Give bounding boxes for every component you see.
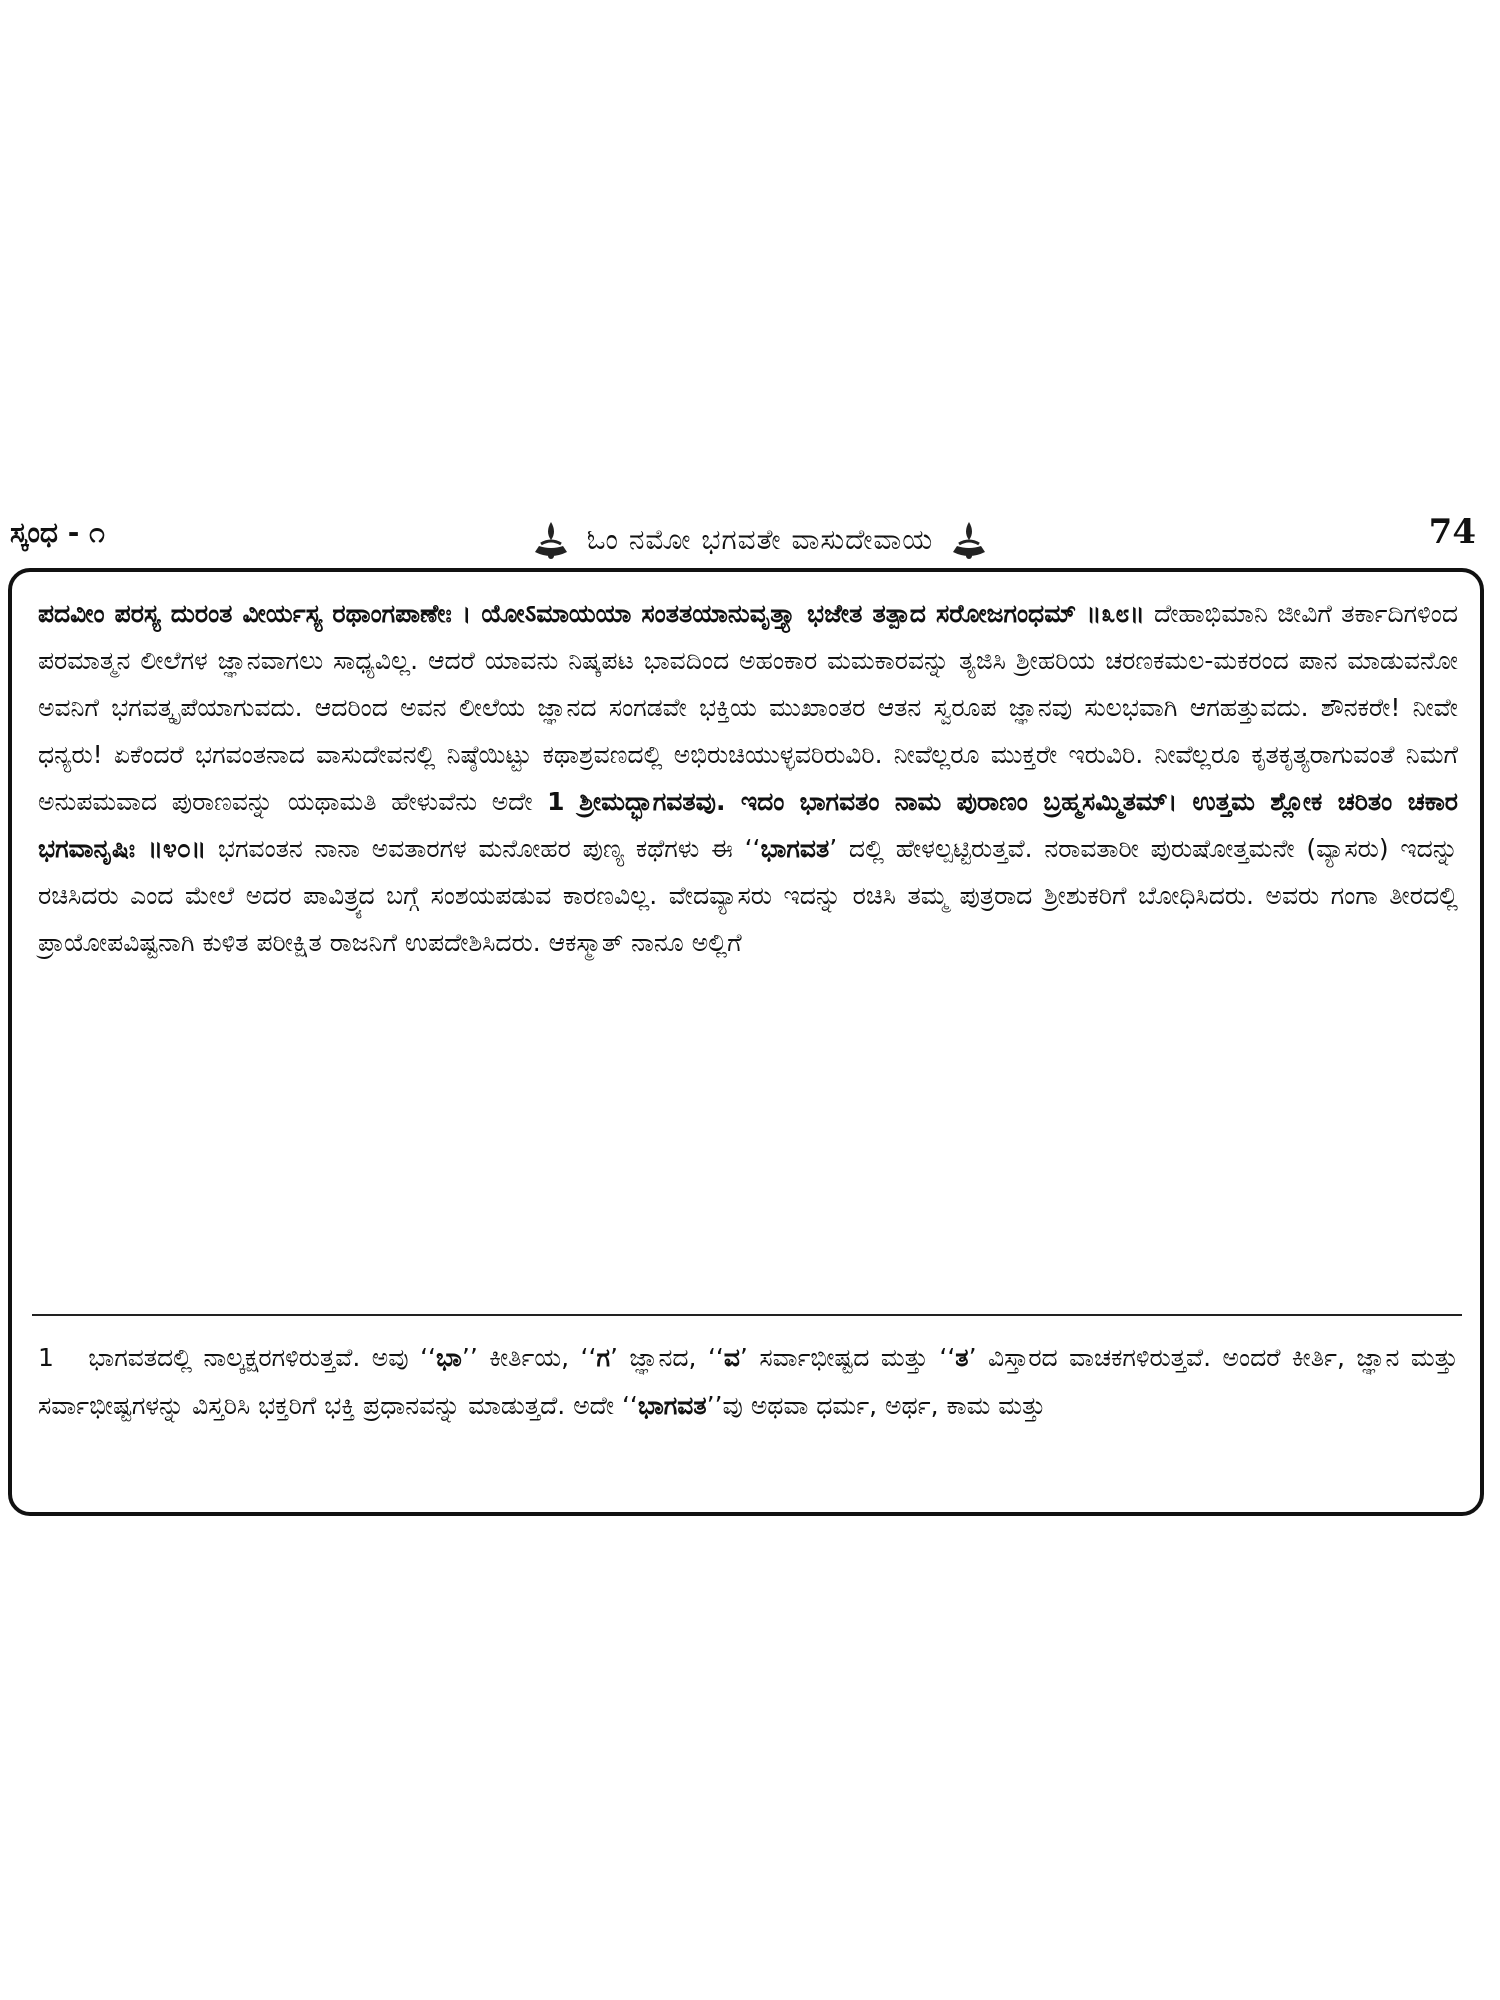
running-title — [410, 518, 1110, 562]
body-paragraph — [38, 590, 1458, 966]
footnote-segment: ಭಾಗವತದಲ್ಲಿ ನಾಲ್ಕಕ್ಷರಗಳಿರುತ್ತವೆ. ಅವು ‘‘ — [88, 1343, 436, 1372]
commentary-text: ’ ದಲ್ಲಿ ಹೇಳಲ್ಪಟ್ಟಿರುತ್ತವೆ. ನರಾವತಾರೀ ಪುರುಷೋತ್ತಮನೇ (ವ್ಯಾಸರು) ಇದನ್ನು ರಚಿಸಿದರು ಎಂದ ಮೇಲೆ ಅದರ ಪಾವಿತ್ರ್ಯದ ಬಗ್ಗೆ ಸಂಶಯಪಡುವ ಕಾರಣವಿಲ್ಲ. ವೇದವ್ಯಾಸರು ಇದನ್ನು ರಚಿಸಿ ತಮ್ಮ ಪುತ್ರರಾದ ಶ್ರೀಶುಕರಿಗೆ ಬೋಧಿಸಿದರು. ಅವರು ಗಂಗಾ ತೀರದಲ್ಲಿ ಪ್ರಾಯೋಪವಿಷ್ಟನಾಗಿ ಕುಳಿತ ಪರೀಕ್ಷಿತ ರಾಜನಿಗೆ ಉಪದೇಶಿಸಿದರು. ಆಕಸ್ಮಾತ್ ನಾನೂ ಅಲ್ಲಿಗೆ — [38, 834, 1458, 957]
footnote-divider — [32, 1314, 1462, 1316]
letter-va: ವ — [723, 1343, 740, 1372]
letter-ta: ತ — [955, 1343, 969, 1372]
footnote-segment: ’ ಜ್ಞಾನದ, ‘‘ — [609, 1343, 724, 1372]
footnote-text — [38, 1334, 1458, 1430]
footnote-reference: 1 — [547, 787, 565, 816]
footnote — [38, 1334, 1458, 1430]
main-text — [38, 590, 1458, 966]
bhagavata-term: ಭಾಗವತ — [637, 1391, 707, 1420]
sanskrit-verse-40: ಶ್ರೀಮದ್ಭಾಗವತವು. ಇದಂ ಭಾಗವತಂ ನಾಮ ಪುರಾಣಂ ಬ್ರಹ್ಮಸಮ್ಮಿತಮ್। ಉತ್ತಮ ಶ್ಲೋಕ ಚರಿತಂ ಚಕಾರ ಭಗವಾನೃಷಿಃ ॥೪೦॥ — [38, 787, 1458, 863]
lamp-ornament-icon — [947, 518, 991, 562]
footnote-segment: ’’ವು ಅಥವಾ ಧರ್ಮ, ಅರ್ಥ, ಕಾಮ ಮತ್ತು — [706, 1391, 1046, 1420]
bhagavata-term: ಭಾಗವತ — [760, 834, 830, 863]
running-title-text: ಓಂ ನಮೋ ಭಗವತೇ ವಾಸುದೇವಾಯ — [586, 523, 934, 556]
letter-ga: ಗ — [596, 1343, 610, 1372]
footnote-number: 1 — [38, 1343, 54, 1372]
commentary-paragraph: ದೇಹಾಭಿಮಾನಿ ಜೀವಿಗೆ ತರ್ಕಾದಿಗಳಿಂದ ಪರಮಾತ್ಮನ ಲೀಲೆಗಳ ಜ್ಞಾನವಾಗಲು ಸಾಧ್ಯವಿಲ್ಲ. ಆದರೆ ಯಾವನು ನಿಷ್ಕಪಟ ಭಾವದಿಂದ ಅಹಂಕಾರ ಮಮಕಾರವನ್ನು ತ್ಯಜಿಸಿ ಶ್ರೀಹರಿಯ ಚರಣಕಮಲ-ಮಕರಂದ ಪಾನ ಮಾಡುವನೋ ಅವನಿಗೆ ಭಗವತ್ಕೃಪೆಯಾಗುವದು. ಆದರಿಂದ ಅವನ ಲೀಲೆಯ ಜ್ಞಾನದ ಸಂಗಡವೇ ಭಕ್ತಿಯ ಮುಖಾಂತರ ಆತನ ಸ್ವರೂಪ ಜ್ಞಾನವು ಸುಲಭವಾಗಿ ಆಗಹತ್ತುವದು. ಶೌನಕರೇ! ನೀವೇ ಧನ್ಯರು! ಏಕೆಂದರೆ ಭಗವಂತನಾದ ವಾಸುದೇವನಲ್ಲಿ ನಿಷ್ಠೆಯಿಟ್ಟು ಕಥಾಶ್ರವಣದಲ್ಲಿ ಅಭಿರುಚಿಯುಳ್ಳವರಿರುವಿರಿ. ನೀವೆಲ್ಲರೂ ಮುಕ್ತರೇ ಇರುವಿರಿ. ನೀವೆಲ್ಲರೂ ಕೃತಕೃತ್ಯರಾಗುವಂತೆ ನಿಮಗೆ ಅನುಪಮವಾದ ಪುರಾಣವನ್ನು ಯಥಾಮತಿ ಹೇಳುವೆನು ಅದೇ — [38, 599, 1459, 816]
footnote-segment: ’ ಸರ್ವಾಭೀಷ್ಟದ ಮತ್ತು ‘‘ — [739, 1343, 956, 1372]
page-header — [10, 512, 1490, 562]
footnote-segment: ’’ ಕೀರ್ತಿಯ, ‘‘ — [461, 1343, 597, 1372]
letter-bha: ಭಾ — [435, 1343, 462, 1372]
commentary-text: ಭಗವಂತನ ನಾನಾ ಅವತಾರಗಳ ಮನೋಹರ ಪುಣ್ಯ ಕಥೆಗಳು ಈ ‘‘ — [217, 834, 761, 863]
footnote-segment: ’ ವಿಸ್ತಾರದ ವಾಚಕಗಳಿರುತ್ತವೆ. ಅಂದರೆ ಕೀರ್ತಿ, ಜ್ಞಾನ ಮತ್ತು ಸರ್ವಾಭೀಷ್ಟಗಳನ್ನು ವಿಸ್ತರಿಸಿ ಭಕ್ತರಿಗೆ ಭಕ್ತಿ ಪ್ರಧಾನವನ್ನು ಮಾಡುತ್ತದೆ. ಅದೇ ‘‘ — [38, 1343, 1458, 1420]
page-number: 74 — [1428, 512, 1476, 552]
text-frame — [8, 568, 1484, 1516]
sanskrit-verse-38: ಪದವೀಂ ಪರಸ್ಯ ದುರಂತ ವೀರ್ಯಸ್ಯ ರಥಾಂಗಪಾಣೇಃ । ಯೋऽಮಾಯಯಾ ಸಂತತಯಾನುವೃತ್ತ್ಯಾ ಭಜೇತ ತತ್ಪಾದ ಸರೋಜಗಂಧಮ್ ॥೩೮॥ — [38, 599, 1145, 628]
lamp-ornament-icon — [529, 518, 573, 562]
book-section-label: ಸ್ಕಂಧ - ೧ — [10, 516, 105, 549]
